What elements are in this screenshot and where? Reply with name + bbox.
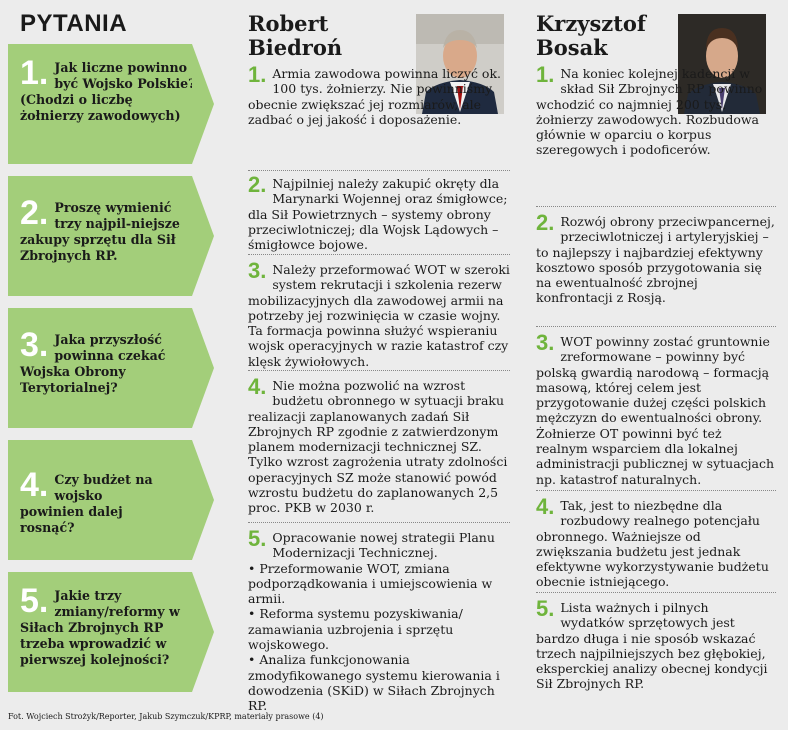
answer-bosak-5: 5. Lista ważnych i pilnych wydatków sprzętowych jest bardzo długa i nie sposób wskazać trzech najpilniejszych bez głębokiej, eksperckiej analizy obecnej kondycji Sił Zbrojnych RP.: [536, 596, 768, 692]
answer-bosak-2: 2. Rozwój obrony przeciwpancernej, przeciwlotniczej i artyleryjskiej – to najlepszy i najbardziej efektywny kosztowo sposób przygotowania się na ewentualność zbrojnej konfrontacji z Rosją.: [536, 210, 775, 306]
divider: [248, 522, 510, 523]
answer-biedron-4: 4. Nie można pozwolić na wzrost budżetu obronnego w sytuacji braku realizacji zaplanowanych zadań Sił Zbrojnych RP zgodnie z zatwierdzonym planem modernizacji technicznej SZ. Tylko wzrost zagrożenia utraty zdolności operacyjnych SZ może stanowić powód wzrostu budżetu do zaplanowanych 2,5 proc. PKB w 2030 r.: [248, 374, 508, 516]
divider: [536, 326, 776, 327]
question-box-5: [8, 572, 192, 692]
divider: [536, 206, 776, 207]
question-box-2: [8, 176, 192, 296]
question-text: Jakie trzy zmiany/reformy w Siłach Zbrojnych RP trzeba wprowadzić w pierwszej kolejności?: [20, 588, 180, 667]
bullet-item: • Reforma systemu pozyskiwania/ zamawiania uzbrojenia i sprzętu wojskowego.: [248, 606, 463, 653]
question-number: 2.: [20, 194, 49, 232]
divider: [248, 170, 510, 171]
divider: [536, 490, 776, 491]
question-number: 1.: [20, 54, 49, 92]
question-number: 3.: [20, 326, 49, 364]
divider: [248, 370, 510, 371]
answer-bosak-1: 1. Na koniec kolejnej kadencji w skład Sił Zbrojnych RP powinno wchodzić co najmniej 200 tys. żołnierzy zawodowych. Rozbudowa głównie w oparciu o korpus szeregowych i podoficerów.: [536, 62, 763, 158]
questions-title: PYTANIA: [20, 10, 128, 37]
answer-biedron-2: 2. Najpilniej należy zakupić okręty dla Marynarki Wojennej oraz śmigłowce; dla Sił Powietrznych – systemy obrony przeciwlotniczej; dla Wojsk Lądowych – śmigłowce bojowe.: [248, 172, 508, 253]
question-number: 4.: [20, 466, 49, 504]
answer-bosak-3: 3. WOT powinny zostać gruntownie zreformowane – powinny być polską gwardią narodową – formacją masową, której celem jest przygotowanie dużej części polskich mężczyzn do ewentualności obrony. Żołnierze OT powinni być też realnym wsparciem dla lokalnej administracji publicznej w sytuacjach np. katastrof naturalnych.: [536, 330, 775, 487]
question-text: Proszę wymienić trzy najpil-niejsze zakupy sprzętu dla Sił Zbrojnych RP.: [20, 200, 180, 263]
answer-biedron-1: 1. Armia zawodowa powinna liczyć ok. 100 tys. żołnierzy. Nie powinniśmy obecnie zwiększać jej rozmiarów, ale zadbać o jej jakość i doposażenie.: [248, 62, 501, 127]
question-number: 5.: [20, 582, 49, 620]
answer-biedron-5: 5. Opracowanie nowej strategii Planu Modernizacji Technicznej. • Przeformowanie WOT, zmiana podporządkowania i umiejscowienia w armii. • Reforma systemu pozyskiwania/ zamawiania uzbrojenia i sprzętu wojskowego. • Analiza funkcjonowania zmodyfikowanego systemu kierowania i dowodzenia (SKiD) w Siłach Zbrojnych RP.: [248, 530, 510, 714]
question-text: Jak liczne powinno być Wojsko Polskie? (Chodzi o liczbę żołnierzy zawodowych): [20, 60, 196, 123]
bullet-item: • Analiza funkcjonowania zmodyfikowanego systemu kierowania i dowodzenia (SKiD) w Siłach Zbrojnych RP.: [248, 652, 500, 714]
candidate-name-biedron: Robert Biedroń: [248, 11, 343, 60]
bullet-item: • Przeformowanie WOT, zmiana podporządkowania i umiejscowienia w armii.: [248, 560, 493, 607]
question-box-1: [8, 44, 196, 164]
answer-bosak-4: 4. Tak, jest to niezbędne dla rozbudowy realnego potencjału obronnego. Ważniejsze od zwiększania budżetu jest jednak efektywne wykorzystywanie budżetu obecnie istniejącego.: [536, 494, 769, 590]
question-box-3: [8, 308, 192, 428]
question-box-4: [8, 440, 192, 560]
question-text: Czy budżet na wojsko powinien dalej rosnąć?: [20, 472, 153, 535]
divider: [248, 254, 510, 255]
candidate-name-bosak: Krzysztof Bosak: [536, 11, 646, 60]
divider: [536, 592, 776, 593]
question-text: Jaka przyszłość powinna czekać Wojska Obrony Terytorialnej?: [20, 332, 166, 395]
photo-credits: Fot. Wojciech Strożyk/Reporter, Jakub Szymczuk/KPRP, materiały prasowe (4): [8, 712, 324, 721]
answer-biedron-3: 3. Należy przeformować WOT w szeroki system rekrutacji i szkolenia rezerw mobilizacyjnych dla zawodowej armii na potrzeby jej rozwinięcia w czasie wojny. Ta formacja powinna służyć wspieraniu wojsk operacyjnych w razie katastrof czy klęsk żywiołowych.: [248, 258, 510, 369]
